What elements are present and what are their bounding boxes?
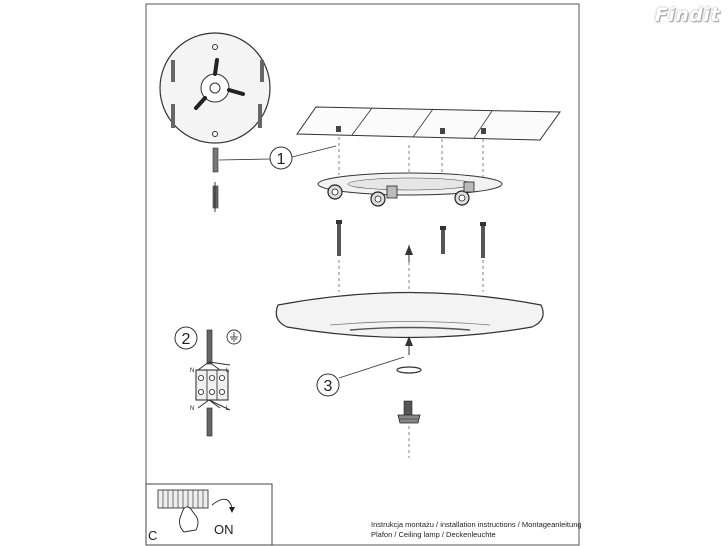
- inset-action-label: ON: [214, 522, 234, 537]
- findit-logo: Findit: [654, 4, 720, 26]
- earth-symbol: [227, 330, 241, 344]
- terminal-block: [196, 330, 230, 436]
- inset-letter: C: [148, 528, 158, 543]
- callout-2-number: 2: [181, 331, 191, 348]
- caption-line-2: Plafon / Ceiling lamp / Deckenleuchte: [371, 530, 496, 539]
- glass-shade: [276, 293, 543, 338]
- finial-knob: [398, 401, 420, 423]
- inset-c-box: [146, 484, 272, 545]
- terminal-label-l-bottom: L: [226, 406, 230, 412]
- ceiling-panel: [297, 107, 560, 140]
- wall-plug: [213, 148, 218, 212]
- terminal-label-n-top: N: [190, 368, 195, 374]
- terminal-label-n-bottom: N: [190, 406, 195, 412]
- callout-1-number: 1: [276, 151, 286, 168]
- lamp-base: [318, 173, 502, 206]
- mounting-plate: [160, 33, 270, 143]
- center-rod-arrow: [405, 245, 413, 255]
- caption-line-1: Instrukcja montażu / installation instructions / Montageanleitung: [371, 520, 582, 529]
- terminal-label-l-top: L: [226, 368, 230, 374]
- washer: [397, 367, 421, 373]
- callout-3-number: 3: [323, 378, 333, 395]
